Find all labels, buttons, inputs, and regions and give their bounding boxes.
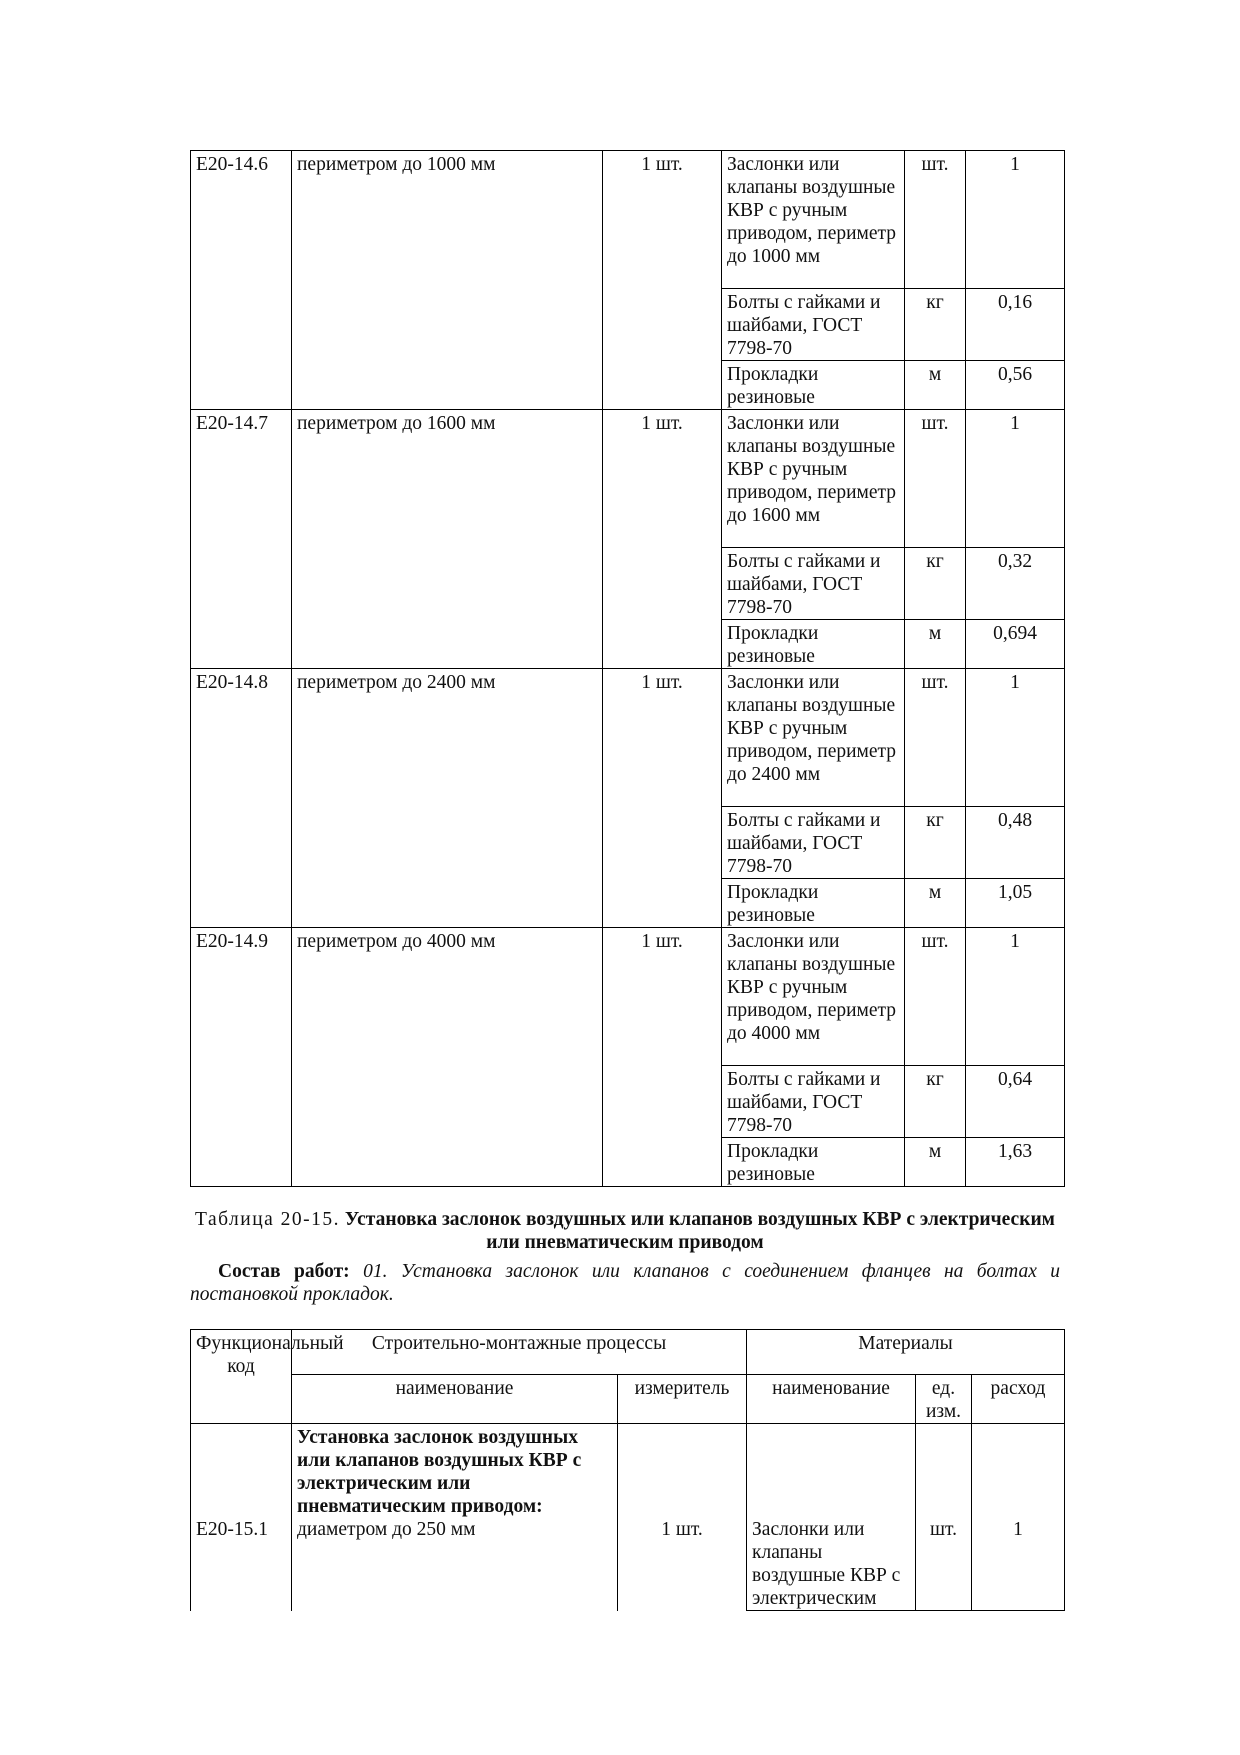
table-row (191, 410, 1065, 548)
material-name: Болты с гайками и шайбами, ГОСТ 7798-70 (722, 807, 905, 879)
material-name: Заслонки или клапаны воздушные КВР с ручным приводом, периметр до 2400 мм (722, 669, 905, 807)
material-name: Заслонки или клапаны воздушные КВР с ручным приводом, периметр до 1600 мм (722, 410, 905, 548)
material-qty: 1 (966, 151, 1065, 289)
header-mat-qty: расход (972, 1375, 1065, 1424)
row-name (292, 548, 603, 620)
material-qty: 1 (966, 410, 1065, 548)
header-processes: Строительно-монтажные процессы (292, 1330, 747, 1375)
material-unit: шт. (905, 669, 966, 807)
material-unit: кг (905, 807, 966, 879)
row-name (292, 361, 603, 410)
material-unit: м (905, 620, 966, 669)
material-unit: шт. (905, 410, 966, 548)
materials-table-body (191, 151, 1065, 1187)
material-name: Прокладки резиновые (722, 879, 905, 928)
row-group-title: Установка заслонок воздушных или клапанов воздушных КВР с электрическим или пневматическим приводом: (297, 1427, 582, 1517)
row-code (191, 361, 292, 410)
row-code: Е20-14.9 (191, 928, 292, 1066)
row-name-cell (292, 1424, 618, 1611)
material-unit: шт. (905, 151, 966, 289)
material-qty: 0,694 (966, 620, 1065, 669)
material-unit: м (905, 1138, 966, 1187)
row-name (292, 1066, 603, 1138)
row-unit (603, 289, 722, 361)
row-mat-qty: 1 (972, 1424, 1065, 1611)
materials-table-20-15 (190, 1329, 1065, 1611)
table-row (191, 807, 1065, 879)
row-code: Е20-14.8 (191, 669, 292, 807)
row-unit (603, 879, 722, 928)
material-name: Болты с гайками и шайбами, ГОСТ 7798-70 (722, 289, 905, 361)
row-unit: 1 шт. (603, 928, 722, 1066)
material-unit: кг (905, 1066, 966, 1138)
row-unit (603, 1066, 722, 1138)
material-unit: шт. (905, 928, 966, 1066)
material-qty: 1 (966, 669, 1065, 807)
row-code (191, 620, 292, 669)
row-unit (603, 1138, 722, 1187)
row-name (292, 1138, 603, 1187)
material-name: Заслонки или клапаны воздушные КВР с ручным приводом, периметр до 4000 мм (722, 928, 905, 1066)
material-unit: кг (905, 548, 966, 620)
table-row (191, 151, 1065, 289)
row-code: Е20-15.1 (191, 1424, 292, 1611)
table-row (191, 1066, 1065, 1138)
header-func-code: Функциональный код (191, 1330, 292, 1424)
caption-title: Установка заслонок воздушных или клапанов воздушных КВР с электрическим или пневматическим приводом (344, 1209, 1055, 1253)
table-row (191, 928, 1065, 1066)
row-code (191, 548, 292, 620)
table-row (191, 1138, 1065, 1187)
row-code (191, 1066, 292, 1138)
material-name: Болты с гайками и шайбами, ГОСТ 7798-70 (722, 548, 905, 620)
row-name: периметром до 1600 мм (292, 410, 603, 548)
header-proc-unit: измеритель (618, 1375, 747, 1424)
row-unit (603, 361, 722, 410)
work-composition-label: Состав работ: (218, 1261, 350, 1282)
row-name: периметром до 2400 мм (292, 669, 603, 807)
material-name: Заслонки или клапаны воздушные КВР с ручным приводом, периметр до 1000 мм (722, 151, 905, 289)
table-row (191, 879, 1065, 928)
row-code (191, 879, 292, 928)
row-code: Е20-14.6 (191, 151, 292, 289)
table-row (191, 1424, 1065, 1611)
material-name: Прокладки резиновые (722, 1138, 905, 1187)
row-code (191, 1138, 292, 1187)
material-unit: м (905, 361, 966, 410)
row-code: Е20-14.7 (191, 410, 292, 548)
material-unit: м (905, 879, 966, 928)
row-mat-unit: шт. (916, 1424, 972, 1611)
row-mat-name: Заслонки или клапаны воздушные КВР с электрическим (747, 1424, 916, 1611)
row-name (292, 620, 603, 669)
material-qty: 1 (966, 928, 1065, 1066)
material-qty: 0,56 (966, 361, 1065, 410)
table-row (191, 620, 1065, 669)
material-qty: 0,64 (966, 1066, 1065, 1138)
row-unit (603, 807, 722, 879)
work-composition (190, 1260, 1060, 1306)
row-unit (603, 548, 722, 620)
material-name: Прокладки резиновые (722, 361, 905, 410)
table-caption (190, 1208, 1060, 1254)
material-name: Прокладки резиновые (722, 620, 905, 669)
header-materials: Материалы (747, 1330, 1065, 1375)
row-unit: 1 шт. (603, 410, 722, 548)
row-code (191, 807, 292, 879)
row-name (292, 289, 603, 361)
table-row (191, 361, 1065, 410)
caption-label: Таблица 20-15. (195, 1209, 341, 1230)
row-unit: 1 шт. (603, 151, 722, 289)
material-qty: 0,32 (966, 548, 1065, 620)
row-name: диаметром до 250 мм (297, 1519, 476, 1540)
row-unit: 1 шт. (618, 1424, 747, 1611)
row-name: периметром до 1000 мм (292, 151, 603, 289)
material-name: Болты с гайками и шайбами, ГОСТ 7798-70 (722, 1066, 905, 1138)
header-mat-unit: ед. изм. (916, 1375, 972, 1424)
material-qty: 0,48 (966, 807, 1065, 879)
materials-table-20-14 (190, 150, 1065, 1187)
table-row (191, 289, 1065, 361)
table-row (191, 669, 1065, 807)
material-qty: 0,16 (966, 289, 1065, 361)
row-unit (603, 620, 722, 669)
material-unit: кг (905, 289, 966, 361)
material-qty: 1,63 (966, 1138, 1065, 1187)
header-mat-name: наименование (747, 1375, 916, 1424)
table-row (191, 548, 1065, 620)
header-proc-name: наименование (292, 1375, 618, 1424)
row-unit: 1 шт. (603, 669, 722, 807)
row-name (292, 879, 603, 928)
work-composition-text: 01. Установка заслонок или клапанов с соединением фланцев на болтах и постановкой прокладок. (190, 1261, 1061, 1305)
row-name: периметром до 4000 мм (292, 928, 603, 1066)
row-name (292, 807, 603, 879)
material-qty: 1,05 (966, 879, 1065, 928)
row-code (191, 289, 292, 361)
